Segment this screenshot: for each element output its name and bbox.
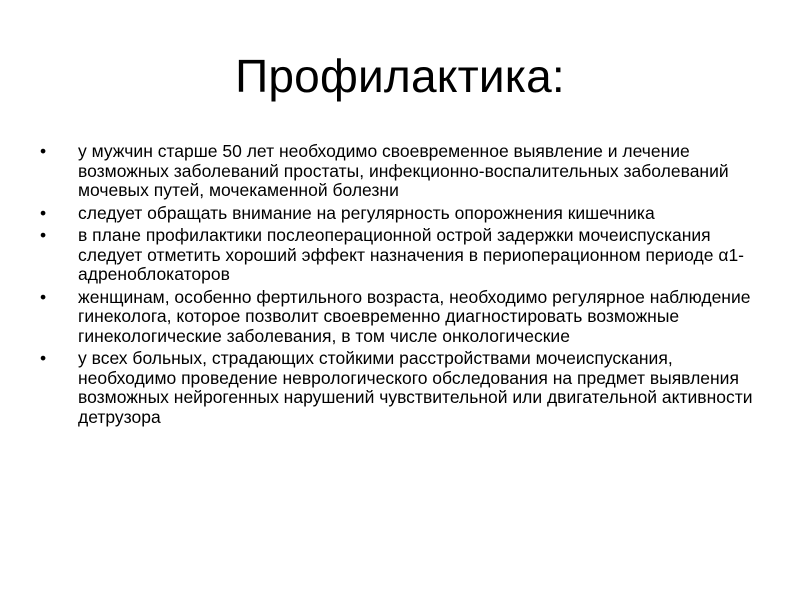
- bullet-dot-icon: •: [40, 348, 47, 368]
- bullet-dot-icon: •: [40, 225, 47, 245]
- bullet-dot-icon: •: [40, 202, 47, 223]
- slide-title: Профилактика:: [235, 50, 565, 102]
- bullet-text: у мужчин старше 50 лет необходимо своевременное выявление и лечение возможных заболеваний простаты, инфекционно-воспалительных заболеваний мочевых путей, мочекаменной болезни: [78, 141, 729, 200]
- bullet-text: в плане профилактики послеоперационной острой задержки мочеиспускания следует отметить хороший эффект назначения в периоперационном периоде α1-адреноблокаторов: [78, 225, 745, 284]
- bullet-text: у всех больных, страдающих стойкими расстройствами мочеиспускания, необходимо проведение неврологического обследования на предмет выявления возможных нейрогенных нарушений чувствительной или двигательной активности детрузора: [78, 348, 753, 427]
- bullet-dot-icon: •: [40, 141, 47, 161]
- bullet-dot-icon: •: [40, 286, 47, 307]
- list-item: [40, 288, 760, 347]
- list-item: [40, 204, 760, 224]
- list-item: [40, 142, 760, 201]
- list-item: [40, 226, 760, 285]
- bullet-text: женщинам, особенно фертильного возраста, необходимо регулярное наблюдение гинеколога, которое позволит своевременно диагностировать возможные гинекологические заболевания, в том числе онкологические: [78, 286, 751, 346]
- bullet-text: следует обращать внимание на регулярность опорожнения кишечника: [78, 202, 655, 223]
- bullet-list: [40, 142, 760, 430]
- list-item: [40, 349, 760, 427]
